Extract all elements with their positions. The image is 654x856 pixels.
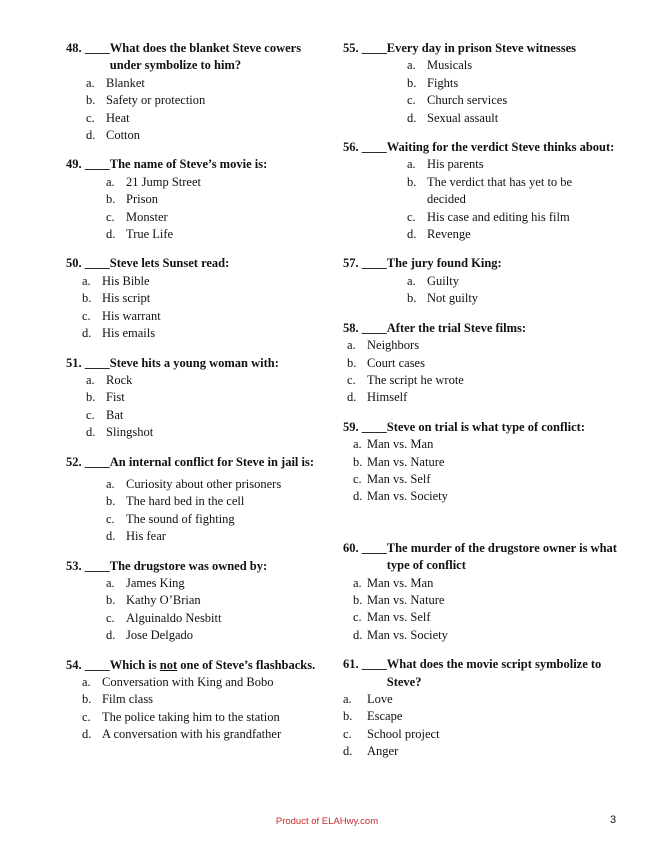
option-c: c. The sound of fighting bbox=[106, 511, 235, 526]
option-a: a. Blanket bbox=[86, 75, 145, 90]
footer-brand: Product of ELAHwy.com bbox=[275, 816, 379, 827]
question-53 bbox=[66, 558, 328, 645]
option-d: d. His fear bbox=[106, 529, 166, 544]
question-number: 57. bbox=[343, 256, 359, 271]
option-a: a. Man vs. Man bbox=[353, 437, 434, 452]
option-a: a. 21 Jump Street bbox=[106, 174, 201, 189]
answer-blank: ____ bbox=[84, 558, 110, 573]
question-number: 53. bbox=[66, 558, 82, 573]
option-a: a. Conversation with King and Bobo bbox=[82, 675, 274, 689]
option-c: c. Monster bbox=[106, 209, 168, 224]
option-c: c. His warrant bbox=[82, 308, 161, 323]
question-number: 55. bbox=[343, 41, 359, 55]
option-a: a. Curiosity about other prisoners bbox=[106, 476, 282, 491]
option-b: b. Escape bbox=[343, 709, 403, 724]
left-column bbox=[66, 40, 328, 756]
option-b: b. The hard bed in the cell bbox=[106, 494, 245, 509]
question-text: After the trial Steve films: bbox=[386, 320, 527, 335]
option-b: b. Fights bbox=[407, 75, 459, 90]
question-52 bbox=[66, 454, 328, 546]
answer-blank: ____ bbox=[84, 657, 110, 672]
question-59 bbox=[343, 419, 625, 506]
question-49 bbox=[66, 156, 328, 243]
answer-blank: ____ bbox=[361, 419, 387, 434]
option-d: d. His emails bbox=[82, 326, 156, 341]
question-text: Steve hits a young woman with: bbox=[109, 355, 279, 370]
answer-blank: ____ bbox=[84, 454, 110, 469]
option-d: d. Jose Delgado bbox=[106, 628, 193, 643]
option-a: a. His parents bbox=[407, 157, 484, 172]
answer-blank: ____ bbox=[361, 41, 387, 55]
question-50 bbox=[66, 255, 328, 342]
question-text: Steve on trial is what type of conflict: bbox=[386, 419, 585, 434]
option-c: c. Church services bbox=[407, 93, 508, 108]
option-c: c. Man vs. Self bbox=[353, 610, 431, 625]
option-b: b. Not guilty bbox=[407, 291, 479, 306]
option-d: d. Cotton bbox=[86, 128, 141, 143]
option-b: b. Man vs. Nature bbox=[353, 592, 445, 607]
option-b: b. Fist bbox=[86, 390, 125, 405]
answer-blank: ____ bbox=[84, 355, 110, 370]
answer-blank: ____ bbox=[84, 157, 110, 172]
answer-blank: ____ bbox=[361, 256, 387, 271]
question-text: Waiting for the verdict Steve thinks about: bbox=[386, 140, 615, 155]
question-number: 59. bbox=[343, 419, 359, 434]
question-48 bbox=[66, 40, 328, 144]
option-b: b. Safety or protection bbox=[86, 93, 206, 108]
question-text: What does the blanket Steve cowers under symbolize to him? bbox=[109, 41, 302, 73]
option-a: a. Rock bbox=[86, 372, 133, 387]
question-number: 58. bbox=[343, 320, 359, 335]
option-a: a. Love bbox=[343, 692, 393, 706]
question-text: An internal conflict for Steve in jail is: bbox=[109, 454, 315, 469]
question-text: The name of Steve’s movie is: bbox=[109, 157, 268, 172]
option-b: b. Court cases bbox=[347, 355, 425, 370]
question-text: The jury found King: bbox=[386, 256, 502, 271]
question-54 bbox=[66, 657, 328, 744]
option-b: b. Man vs. Nature bbox=[353, 454, 445, 469]
emphasis-not: not bbox=[159, 657, 178, 672]
question-number: 61. bbox=[343, 657, 359, 672]
option-a: a. Musicals bbox=[407, 58, 473, 73]
question-number: 51. bbox=[66, 355, 82, 370]
question-text: The drugstore was owned by: bbox=[109, 558, 268, 573]
question-57 bbox=[343, 255, 625, 307]
option-d: d. Slingshot bbox=[86, 425, 154, 440]
option-c: c. The script he wrote bbox=[347, 372, 464, 387]
answer-blank: ____ bbox=[84, 256, 110, 271]
answer-blank: ____ bbox=[361, 657, 387, 672]
option-b: b. Film class bbox=[82, 692, 154, 707]
question-56 bbox=[343, 139, 625, 243]
answer-blank: ____ bbox=[361, 540, 387, 555]
question-number: 52. bbox=[66, 454, 82, 469]
option-a: a. His Bible bbox=[82, 273, 150, 288]
question-number: 54. bbox=[66, 657, 82, 672]
option-c: c. Man vs. Self bbox=[353, 471, 431, 486]
question-51 bbox=[66, 355, 328, 442]
question-58 bbox=[343, 320, 625, 407]
option-d: d. True Life bbox=[106, 227, 174, 242]
question-60 bbox=[343, 540, 625, 644]
option-b: b. Prison bbox=[106, 192, 158, 207]
right-column bbox=[343, 40, 625, 773]
question-text: Which is not one of Steve’s flashbacks. bbox=[109, 657, 316, 672]
question-number: 50. bbox=[66, 256, 82, 271]
option-a: a. Man vs. Man bbox=[353, 575, 434, 590]
answer-blank: ____ bbox=[84, 41, 110, 55]
option-c: c. Heat bbox=[86, 110, 130, 125]
option-d: d. Sexual assault bbox=[407, 110, 499, 125]
question-number: 60. bbox=[343, 540, 359, 555]
option-d: d. Anger bbox=[343, 744, 399, 759]
option-d: d. Himself bbox=[347, 390, 408, 405]
option-a: a. Guilty bbox=[407, 273, 459, 288]
question-text: What does the movie script symbolize to Steve? bbox=[386, 657, 602, 689]
question-number: 48. bbox=[66, 41, 82, 55]
option-b: b. Kathy O’Brian bbox=[106, 593, 201, 608]
question-number: 49. bbox=[66, 157, 82, 172]
option-c: c. The police taking him to the station bbox=[82, 709, 280, 724]
question-55 bbox=[343, 40, 625, 127]
question-61 bbox=[343, 656, 625, 760]
option-c: c. Bat bbox=[86, 407, 124, 422]
question-number: 56. bbox=[343, 140, 359, 155]
question-text: Every day in prison Steve witnesses bbox=[386, 41, 576, 55]
question-text: The murder of the drugstore owner is what type of conflict bbox=[386, 540, 617, 573]
answer-blank: ____ bbox=[361, 320, 387, 335]
answer-blank: ____ bbox=[361, 140, 387, 155]
option-d: d. Man vs. Society bbox=[353, 627, 448, 642]
page-number: 3 bbox=[610, 814, 617, 826]
option-b: b. His script bbox=[82, 291, 151, 306]
option-a: a. James King bbox=[106, 575, 185, 590]
option-d: d. A conversation with his grandfather bbox=[82, 727, 282, 742]
option-d: d. Revenge bbox=[407, 227, 471, 242]
question-text: Steve lets Sunset read: bbox=[109, 256, 230, 271]
option-b: b. The verdict that has yet to be decided bbox=[407, 174, 573, 207]
option-a: a. Neighbors bbox=[347, 338, 420, 353]
option-c: c. School project bbox=[343, 726, 440, 741]
option-c: c. Alguinaldo Nesbitt bbox=[106, 610, 222, 625]
option-d: d. Man vs. Society bbox=[353, 489, 448, 504]
option-c: c. His case and editing his film bbox=[407, 209, 570, 224]
